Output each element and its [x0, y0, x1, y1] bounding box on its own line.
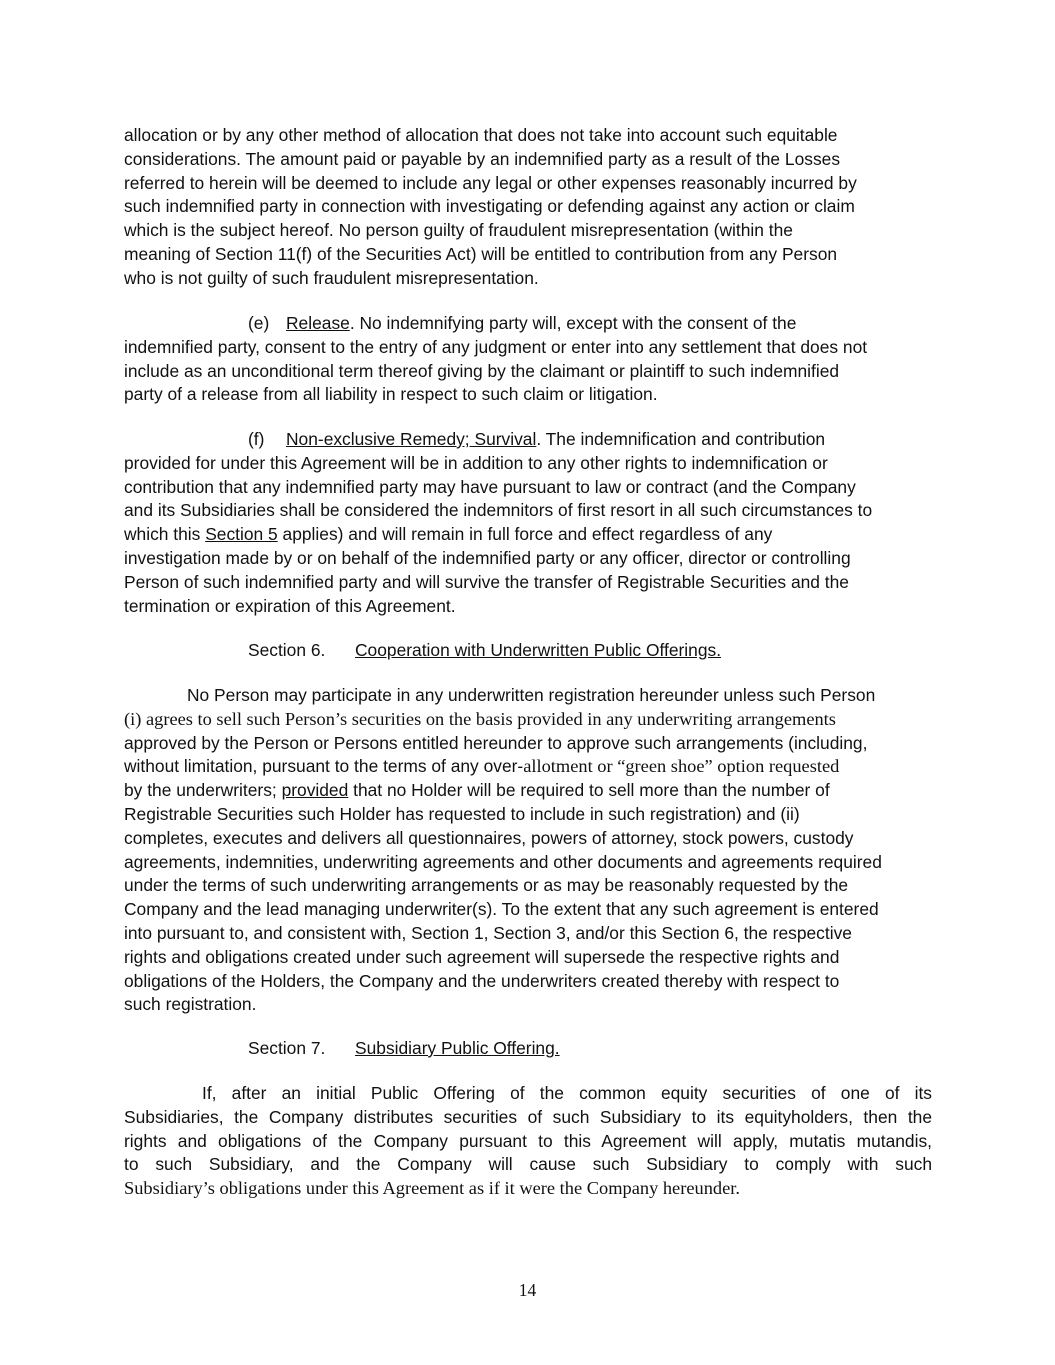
clause-marker-f: (f): [248, 429, 265, 449]
text-line: under the terms of such underwriting arrangements or as may be reasonably requested by the: [124, 875, 849, 896]
text-line: party of a release from all liability in respect to such claim or litigation.: [124, 384, 658, 405]
text-line: [124, 1082, 932, 1106]
text-line: allocation or by any other method of allocation that does not take into account such equitable: [124, 125, 838, 145]
text-line: investigation made by or on behalf of the indemnified party or any officer, director or controlling: [124, 547, 851, 568]
text-line: who is not guilty of such fraudulent misrepresentation.: [124, 267, 539, 288]
text-line: [124, 523, 932, 547]
paragraph-non-exclusive-remedy: [124, 428, 932, 618]
section-7-body: [124, 1082, 932, 1201]
text-line: include as an unconditional term thereof giving by the claimant or plaintiff to such indemnified: [124, 360, 840, 381]
section-6-heading: [248, 639, 721, 663]
section-5-reference: Section 5: [205, 524, 278, 545]
text-line: rights and obligations created under such agreement will supersede the respective rights and: [124, 946, 840, 967]
text-line: Company and the lead managing underwriter(s). To the extent that any such agreement is entered: [124, 899, 879, 920]
paragraph-contribution-continued: [124, 124, 932, 291]
text-line: such indemnified party in connection with investigating or defending against any action or claim: [124, 196, 855, 217]
text-line: agreements, indemnities, underwriting agreements and other documents and agreements required: [124, 851, 882, 872]
text-fragment: If, after an initial Public Offering of the common equity securities of one of its: [202, 1083, 932, 1103]
clause-title-release: Release: [286, 313, 350, 333]
text-line: rights and obligations of the Company pursuant to this Agreement will apply, mutatis mutandis,: [124, 1130, 932, 1151]
section-6-body: [124, 684, 932, 1017]
section-7-number: Section 7.: [248, 1038, 326, 1058]
text-fragment: which this: [124, 524, 206, 545]
text-fragment: that no Holder will be required to sell more than the number of: [348, 780, 830, 801]
text-line: Person of such indemnified party and will survive the transfer of Registrable Securities and the: [124, 571, 849, 592]
section-6-title: Cooperation with Underwritten Public Offerings.: [355, 640, 722, 660]
text-line: referred to herein will be deemed to include any legal or other expenses reasonably incurred by: [124, 172, 857, 193]
text-line: indemnified party, consent to the entry of any judgment or enter into any settlement that does not: [124, 336, 868, 357]
text-line: [124, 779, 932, 803]
text-fragment: allotment or “green shoe” option requested: [523, 756, 840, 777]
text-line: approved by the Person or Persons entitled hereunder to approve such arrangements (including,: [124, 732, 868, 753]
text-line: which is the subject hereof. No person guilty of fraudulent misrepresentation (within the: [124, 220, 793, 241]
text-line: considerations. The amount paid or payable by an indemnified party as a result of the Losses: [124, 148, 841, 169]
text-line: Subsidiary’s obligations under this Agreement as if it were the Company hereunder.: [124, 1178, 740, 1199]
section-7-title: Subsidiary Public Offering.: [355, 1038, 560, 1058]
text-line: (i) agrees to sell such Person’s securities on the basis provided in any underwriting arrangements: [124, 708, 836, 729]
text-fragment: by the underwriters;: [124, 780, 282, 801]
text-line: provided for under this Agreement will be in addition to any other rights to indemnification or: [124, 452, 828, 473]
text-line: [124, 312, 932, 336]
text-line: meaning of Section 11(f) of the Securities Act) will be entitled to contribution from any Person: [124, 243, 838, 264]
text-fragment: No Person may participate in any underwritten registration hereunder unless such Person: [187, 685, 876, 705]
text-line: to such Subsidiary, and the Company will cause such Subsidiary to comply with such: [124, 1154, 932, 1175]
text-line: [124, 755, 932, 779]
text-line: termination or expiration of this Agreement.: [124, 595, 456, 616]
clause-text: . No indemnifying party will, except with the consent of the: [349, 313, 797, 333]
text-fragment: without limitation, pursuant to the terms of any over-: [124, 756, 524, 777]
text-line: completes, executes and delivers all questionnaires, powers of attorney, stock powers, custody: [124, 827, 854, 848]
clause-text: . The indemnification and contribution: [536, 429, 826, 449]
text-line: Registrable Securities such Holder has requested to include in such registration) and (ii): [124, 803, 800, 824]
section-7-heading: [248, 1037, 560, 1061]
text-line: contribution that any indemnified party may have pursuant to law or contract (and the Company: [124, 476, 856, 497]
text-line: Subsidiaries, the Company distributes securities of such Subsidiary to its equityholders, then the: [124, 1106, 932, 1127]
page-number: 14: [518, 1280, 537, 1300]
text-line: into pursuant to, and consistent with, Section 1, Section 3, and/or this Section 6, the respective: [124, 922, 852, 943]
text-fragment: applies) and will remain in full force and effect regardless of any: [277, 524, 773, 545]
text-line: [124, 428, 932, 452]
text-line: obligations of the Holders, the Company and the underwriters created thereby with respect to: [124, 970, 840, 991]
paragraph-release: [124, 312, 932, 407]
text-line: and its Subsidiaries shall be considered the indemnitors of first resort in all such circumstances to: [124, 500, 873, 521]
text-line: such registration.: [124, 994, 257, 1015]
provided-term: provided: [281, 780, 349, 801]
text-line: [124, 684, 932, 708]
section-6-number: Section 6.: [248, 640, 326, 660]
clause-marker-e: (e): [248, 313, 270, 333]
clause-title-survival: Non-exclusive Remedy; Survival: [286, 429, 537, 449]
